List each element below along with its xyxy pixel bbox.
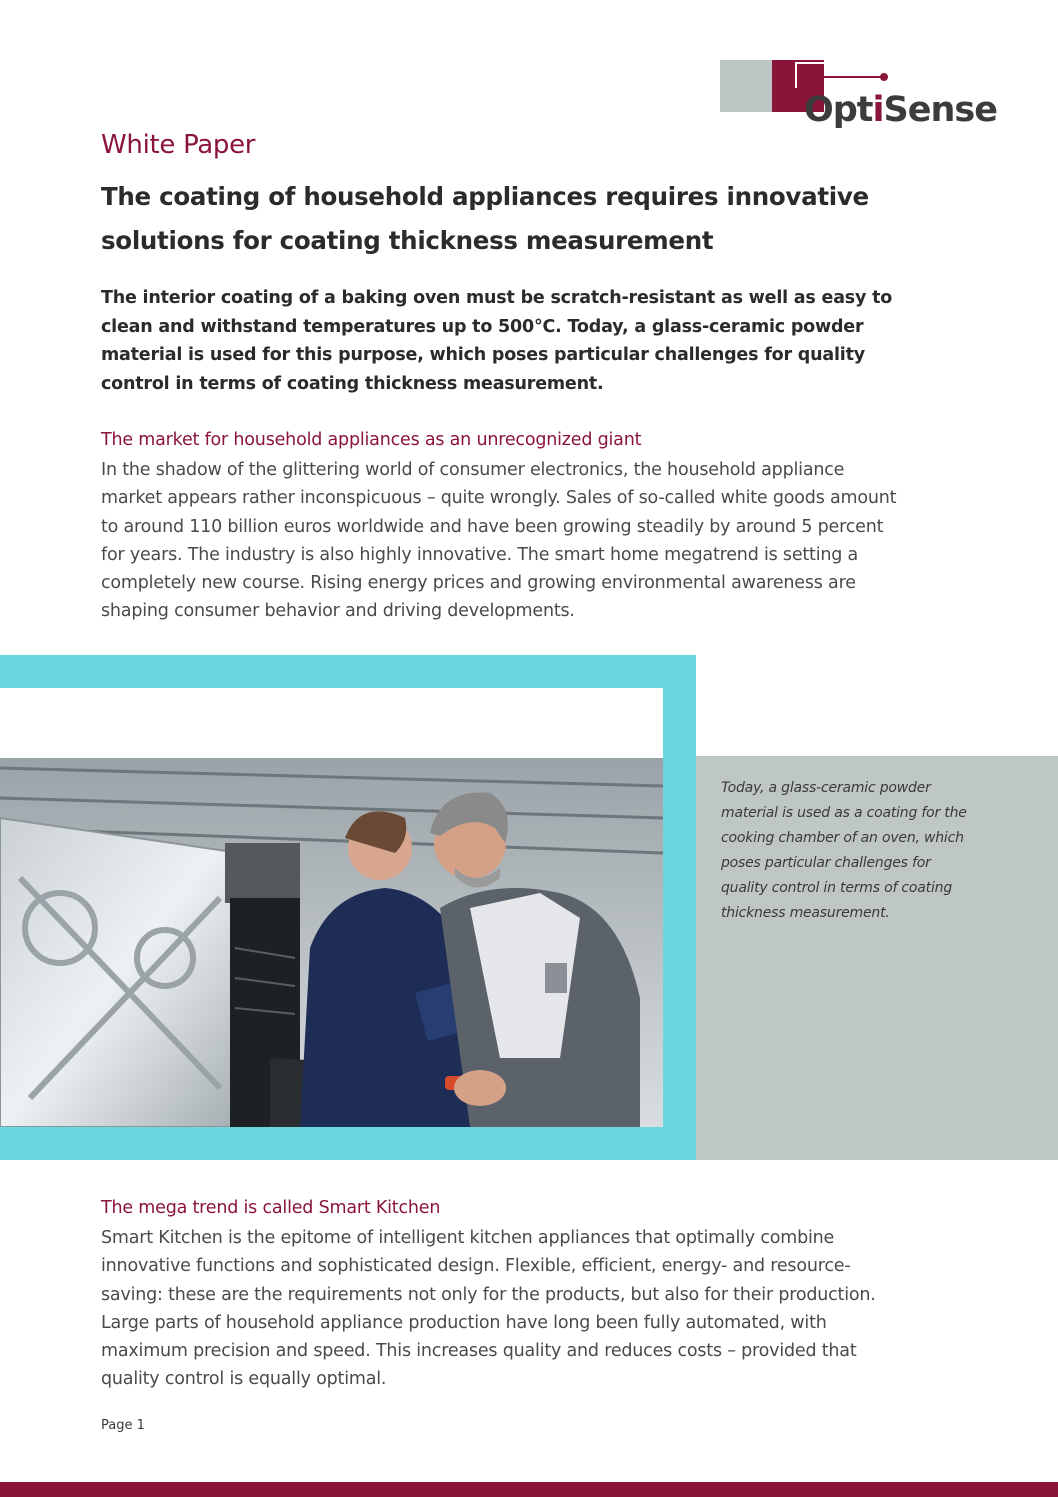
section-body-market: In the shadow of the glittering world of consumer electronics, the household appliance market appears rather inconspicuous – quite wrongly. Sales of so-called white goods amount to around 110 billion euros worldwide and have been growing steadily by around 5 percent for years. The industry is also highly innovative. The smart home megatrend is setting a completely new course. Rising energy prices and growing environmental awareness are shaping consumer behavior and driving developments.: [101, 460, 897, 622]
section-heading-smart-kitchen: The mega trend is called Smart Kitchen: [101, 1198, 441, 1218]
section-body-smart-kitchen: Smart Kitchen is the epitome of intelligent kitchen appliances that optimally combine innovative functions and sophisticated design. Flexible, efficient, energy- and resource-saving: these are the requirements not only for the products, but also for their production. Large parts of household appliance production have long been fully automated, with maximum precision and speed. This increases quality and reduces costs – provided that quality control is equally optimal.: [101, 1228, 876, 1390]
logo-connector-line: [824, 76, 882, 78]
footer-bar: [0, 1482, 1058, 1497]
logo-grey-square: [720, 60, 772, 112]
lead-paragraph: The interior coating of a baking oven must be scratch-resistant as well as easy to clean and withstand temperatures up to 500°C. Today, a glass-ceramic powder material is used for this purpose, which poses particular challenges for quality control in terms of coating thickness measurement.: [101, 288, 893, 394]
optisense-logo: [720, 60, 1000, 140]
logo-dot: [880, 73, 888, 81]
figure-caption: Today, a glass-ceramic powder material is used as a coating for the cooking chamber of an oven, which poses particular challenges for quality control in terms of coating thickness measurement.: [721, 780, 967, 921]
logo-line: [795, 62, 825, 64]
page-number: Page 1: [101, 1418, 145, 1433]
document-type: White Paper: [101, 130, 256, 160]
section-heading-market: The market for household appliances as an unrecognized giant: [101, 430, 642, 450]
page-title: The coating of household appliances requires innovative solutions for coating thickness measurement: [101, 182, 869, 255]
oven-inspection-photo: [0, 758, 663, 1127]
logo-line-vertical: [795, 62, 797, 88]
logo-wordmark: OptiSense: [804, 90, 997, 130]
